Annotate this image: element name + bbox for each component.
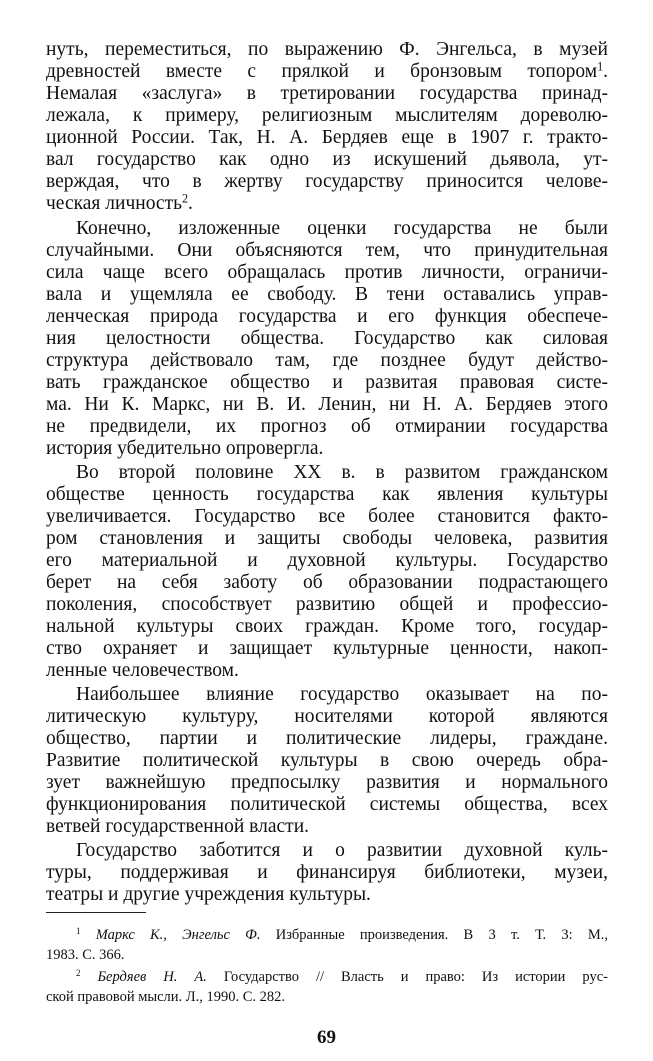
text-line: нуть, переместиться, по выражению Ф. Энгельса, в музей <box>46 39 608 60</box>
text-line: ционной России. Так, Н. А. Бердяев еще в 1907 г. тракто- <box>46 127 608 148</box>
text-line: поколения, способствует развитию общей и профессио- <box>46 594 608 615</box>
text-line: структура действовало там, где позднее будут действо- <box>46 350 608 371</box>
text-line: Государство заботится и о развитии духовной куль- <box>76 840 608 861</box>
text-line: ческая личность$^2$. <box>46 191 193 214</box>
text-line: Во второй половине XX в. в развитом гражданском <box>76 462 608 483</box>
text-line: увеличивается. Государство все более становится факто- <box>46 506 608 527</box>
text-line: туры, поддерживая и финансируя библиотеки, музеи, <box>46 862 608 883</box>
text-line: вать гражданское общество и развитая правовая систе- <box>46 372 608 393</box>
footnote-ref-1: 1 <box>597 59 604 74</box>
text-line: Развитие политической культуры в свою очередь обра- <box>46 750 608 771</box>
text-line: ство охраняет и защищает культурные ценности, накоп- <box>46 638 608 659</box>
text-line: древностей вместе с прялкой и бронзовым топором$^1$. <box>46 59 608 82</box>
text-line: Конечно, изложенные оценки государства не были <box>76 218 608 239</box>
text-line: берет на себя заботу об образовании подрастающего <box>46 572 608 593</box>
footnote-2-continuation: ской правовой мысли. Л., 1990. С. 282. <box>46 989 286 1005</box>
text-line: ма. Ни К. Маркс, ни В. И. Ленин, ни Н. А. Бердяев этого <box>46 394 608 415</box>
text-line: его материальной и духовной культуры. Государство <box>46 550 608 571</box>
footnote-2: $^2$ Бердяев Н. А. Государство // Власть и право: Из истории рус- <box>76 968 608 985</box>
page-number: 69 <box>317 1027 336 1048</box>
text-line: Наибольшее влияние государство оказывает на по- <box>76 684 608 705</box>
text-line: лежала, к примеру, религиозным мыслителям дореволю- <box>46 105 608 126</box>
text-line: вала и ущемляла ее свободу. В тени оставались управ- <box>46 284 608 305</box>
text-line: обществе ценность государства как явления культуры <box>46 484 608 505</box>
text-line: ния целостности общества. Государство как силовая <box>46 328 608 349</box>
text-line: верждая, что в жертву государству приносится челове- <box>46 171 608 192</box>
text-line: зует важнейшую предпосылку развития и нормального <box>46 772 608 793</box>
text-line: нальной культуры своих граждан. Кроме того, государ- <box>46 616 608 637</box>
text-line: сила чаще всего обращалась против личности, ограничи- <box>46 262 608 283</box>
text-line: ветвей государственной власти. <box>46 816 310 837</box>
footnote-ref-2: 2 <box>182 191 189 206</box>
text-line: театры и другие учреждения культуры. <box>46 884 371 905</box>
text-line: Немалая «заслуга» в третировании государства принад- <box>46 83 608 104</box>
text-line: вал государство как одно из искушений дьявола, ут- <box>46 149 608 170</box>
text-line: ленческая природа государства и его функция обеспече- <box>46 306 608 327</box>
text-line: не предвидели, их прогноз об отмирании государства <box>46 416 608 437</box>
text-line: общество, партии и политические лидеры, граждане. <box>46 728 608 749</box>
text-line: ром становления и защиты свободы человека, развития <box>46 528 608 549</box>
text-line: ленные человечеством. <box>46 660 239 681</box>
text-line: функционирования политической системы общества, всех <box>46 794 608 815</box>
footnote-separator <box>46 912 146 913</box>
text-line: литическую культуру, носителями которой являются <box>46 706 608 727</box>
text-line: случайными. Они объясняются тем, что принудительная <box>46 240 608 261</box>
footnote-1: $^1$ Маркс К., Энгельс Ф. Избранные произведения. В 3 т. Т. 3: М., <box>76 926 609 943</box>
text-line: история убедительно опровергла. <box>46 438 324 459</box>
footnote-1-continuation: 1983. С. 366. <box>46 947 125 963</box>
